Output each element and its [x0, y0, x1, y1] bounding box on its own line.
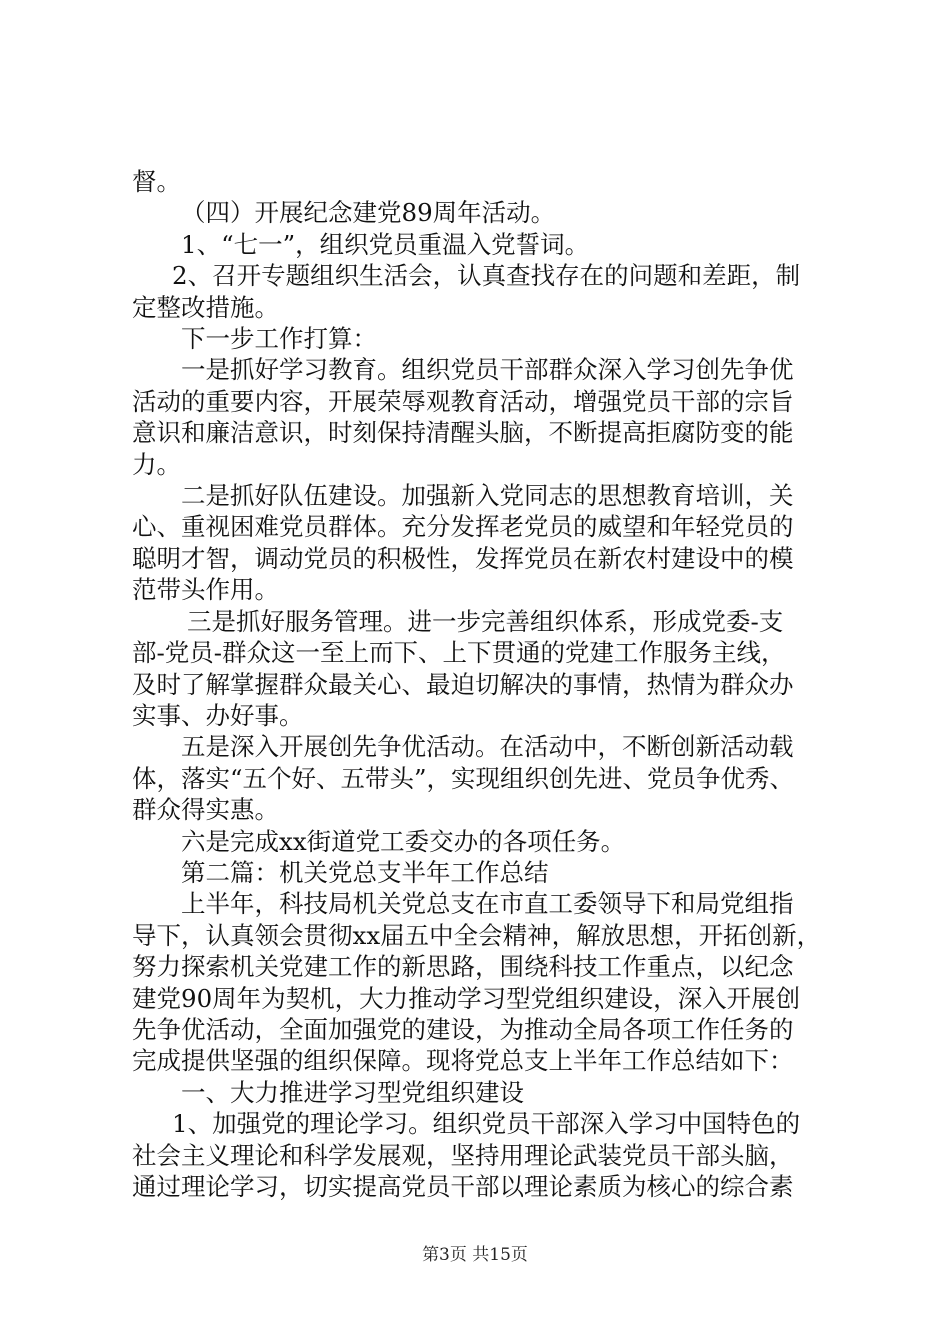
- section-heading: （四）开展纪念建党89周年活动。: [181, 198, 556, 228]
- paragraph-line: 体，落实“五个好、五带头”，实现组织创先进、党员争优秀、: [132, 763, 795, 793]
- list-item: 1、加强党的理论学习。组织党员干部深入学习中国特色的: [172, 1109, 801, 1139]
- paragraph-line: 活动的重要内容，开展荣辱观教育活动，增强党员干部的宗旨: [132, 386, 794, 416]
- page-number-label: 第3页 共15页: [422, 1245, 528, 1265]
- list-item: 1、“七一”，组织党员重温入党誓词。: [181, 229, 590, 259]
- paragraph-line: 导下，认真领会贯彻xx届五中全会精神，解放思想，开拓创新，: [132, 920, 822, 950]
- paragraph-line: 五是深入开展创先争优活动。在活动中，不断创新活动载: [181, 732, 794, 762]
- paragraph-line: 二是抓好队伍建设。加强新入党同志的思想教育培训，关: [181, 481, 794, 511]
- paragraph-line: 先争优活动，全面加强党的建设，为推动全局各项工作任务的: [132, 1014, 794, 1044]
- paragraph-line: 实事、办好事。: [132, 700, 304, 730]
- page-footer: [0, 1244, 950, 1266]
- paragraph-line: 意识和廉洁意识，时刻保持清醒头脑，不断提高拒腐防变的能: [132, 418, 794, 448]
- text-line: 督。: [132, 167, 181, 196]
- paragraph-line: 心、重视困难党员群体。充分发挥老党员的威望和年轻党员的: [132, 512, 794, 542]
- paragraph-line: 及时了解掌握群众最关心、最迫切解决的事情，热情为群众办: [132, 669, 794, 699]
- paragraph-line: 力。: [132, 449, 181, 479]
- list-item: 2、召开专题组织生活会，认真查找存在的问题和差距，制: [172, 261, 801, 291]
- paragraph-line: 聪明才智，调动党员的积极性，发挥党员在新农村建设中的模: [132, 543, 794, 573]
- chapter-title: 第二篇：机关党总支半年工作总结: [181, 857, 549, 887]
- paragraph-line: 三是抓好服务管理。进一步完善组织体系，形成党委-支: [187, 606, 784, 636]
- section-heading: 下一步工作打算：: [181, 324, 377, 354]
- paragraph-line: 努力探索机关党建工作的新思路，围绕科技工作重点，以纪念: [132, 952, 794, 982]
- paragraph-line: 范带头作用。: [132, 575, 279, 605]
- paragraph-line: 部-党员-群众这一至上而下、上下贯通的党建工作服务主线，: [132, 638, 786, 668]
- paragraph-line: 一是抓好学习教育。组织党员干部群众深入学习创先争优: [181, 355, 794, 385]
- paragraph-line: 群众得实惠。: [132, 795, 279, 825]
- section-heading: 一、大力推进学习型党组织建设: [181, 1077, 524, 1107]
- paragraph-line: 通过理论学习，切实提高党员干部以理论素质为核心的综合素: [132, 1172, 794, 1201]
- paragraph-line: 六是完成xx街道党工委交办的各项任务。: [181, 826, 626, 856]
- paragraph-line: 建党90周年为契机，大力推动学习型党组织建设，深入开展创: [132, 983, 801, 1013]
- document-body: [132, 166, 832, 1202]
- paragraph-line: 完成提供坚强的组织保障。现将党总支上半年工作总结如下：: [132, 1046, 794, 1076]
- paragraph-line: 上半年，科技局机关党总支在市直工委领导下和局党组指: [181, 889, 794, 919]
- paragraph-line: 社会主义理论和科学发展观，坚持用理论武装党员干部头脑，: [132, 1140, 794, 1170]
- text-line: 定整改措施。: [132, 292, 279, 322]
